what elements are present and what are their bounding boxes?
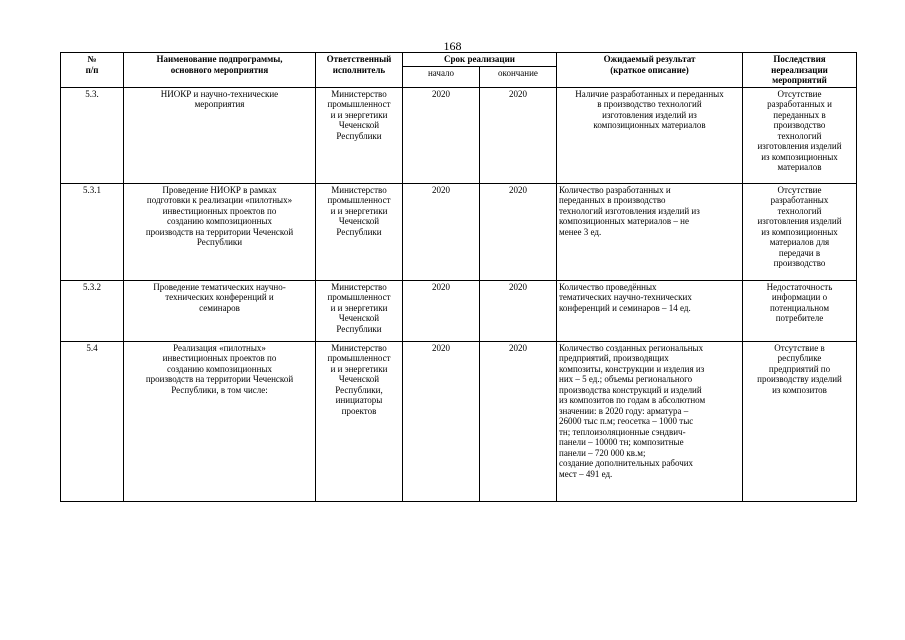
row-end: 2020 xyxy=(480,87,557,183)
table-row xyxy=(61,87,857,183)
header-num: № п/п xyxy=(61,53,124,88)
row-num: 5.4 xyxy=(61,341,124,501)
header-responsible: Ответственный исполнитель xyxy=(316,53,403,88)
row-end: 2020 xyxy=(480,341,557,501)
row-responsible: Министерство промышленност и и энергетики Чеченской Республики, инициаторы проектов xyxy=(316,341,403,501)
row-consequences: Недостаточность информации о потенциальном потребителе xyxy=(743,280,857,341)
header-end: окончание xyxy=(480,66,557,87)
row-consequences: Отсутствие в республике предприятий по производству изделий из композитов xyxy=(743,341,857,501)
row-name: Проведение НИОКР в рамках подготовки к реализации «пилотных» инвестиционных проектов по созданию композиционных производств на территории Чеченской Республики xyxy=(124,183,316,280)
table-row xyxy=(61,280,857,341)
row-result: Количество проведённых тематических научно-технических конференций и семинаров – 14 ед. xyxy=(557,280,743,341)
row-responsible: Министерство промышленност и и энергетики Чеченской Республики xyxy=(316,87,403,183)
header-start: начало xyxy=(403,66,480,87)
row-result: Количество разработанных и переданных в производство технологий изготовления изделий из композиционных материалов – не менее 3 ед. xyxy=(557,183,743,280)
row-name: Реализация «пилотных» инвестиционных проектов по созданию композиционных производств на территории Чеченской Республики, в том числе: xyxy=(124,341,316,501)
header-row xyxy=(61,53,857,67)
header-period: Срок реализации xyxy=(403,53,557,67)
header-result: Ожидаемый результат (краткое описание) xyxy=(557,53,743,88)
row-result: Количество созданных региональных предприятий, производящих композиты, конструкции и изделия из них – 5 ед.; объемы регионального производства конструкций и изделий из композитов по годам в абсолютном значении: в 2020 году: арматура – 26000 тыс п.м; геосетка – 1000 тыс тн; теплоизоляционные сэндвич- панели – 10000 тн; композитные панели – 720 000 кв.м; создание дополнительных рабочих мест – 491 ед. xyxy=(557,341,743,501)
page-number: 168 xyxy=(443,39,462,53)
row-consequences: Отсутствие разработанных и переданных в производство технологий изготовления изделий из композиционных материалов xyxy=(743,87,857,183)
table-row xyxy=(61,183,857,280)
program-activities-table xyxy=(60,52,857,502)
row-start: 2020 xyxy=(403,341,480,501)
header-name: Наименование подпрограммы, основного мероприятия xyxy=(124,53,316,88)
row-name: НИОКР и научно-технические мероприятия xyxy=(124,87,316,183)
row-consequences: Отсутствие разработанных технологий изготовления изделий из композиционных материалов для передачи в производство xyxy=(743,183,857,280)
row-start: 2020 xyxy=(403,87,480,183)
row-responsible: Министерство промышленност и и энергетики Чеченской Республики xyxy=(316,183,403,280)
row-end: 2020 xyxy=(480,280,557,341)
row-responsible: Министерство промышленност и и энергетики Чеченской Республики xyxy=(316,280,403,341)
row-num: 5.3.2 xyxy=(61,280,124,341)
row-result: Наличие разработанных и переданных в производство технологий изготовления изделий из композиционных материалов xyxy=(557,87,743,183)
row-start: 2020 xyxy=(403,183,480,280)
row-end: 2020 xyxy=(480,183,557,280)
table-row xyxy=(61,341,857,501)
row-num: 5.3.1 xyxy=(61,183,124,280)
row-start: 2020 xyxy=(403,280,480,341)
header-consequences: Последствия нереализации мероприятий xyxy=(743,53,857,88)
row-num: 5.3. xyxy=(61,87,124,183)
row-name: Проведение тематических научно- технических конференций и семинаров xyxy=(124,280,316,341)
